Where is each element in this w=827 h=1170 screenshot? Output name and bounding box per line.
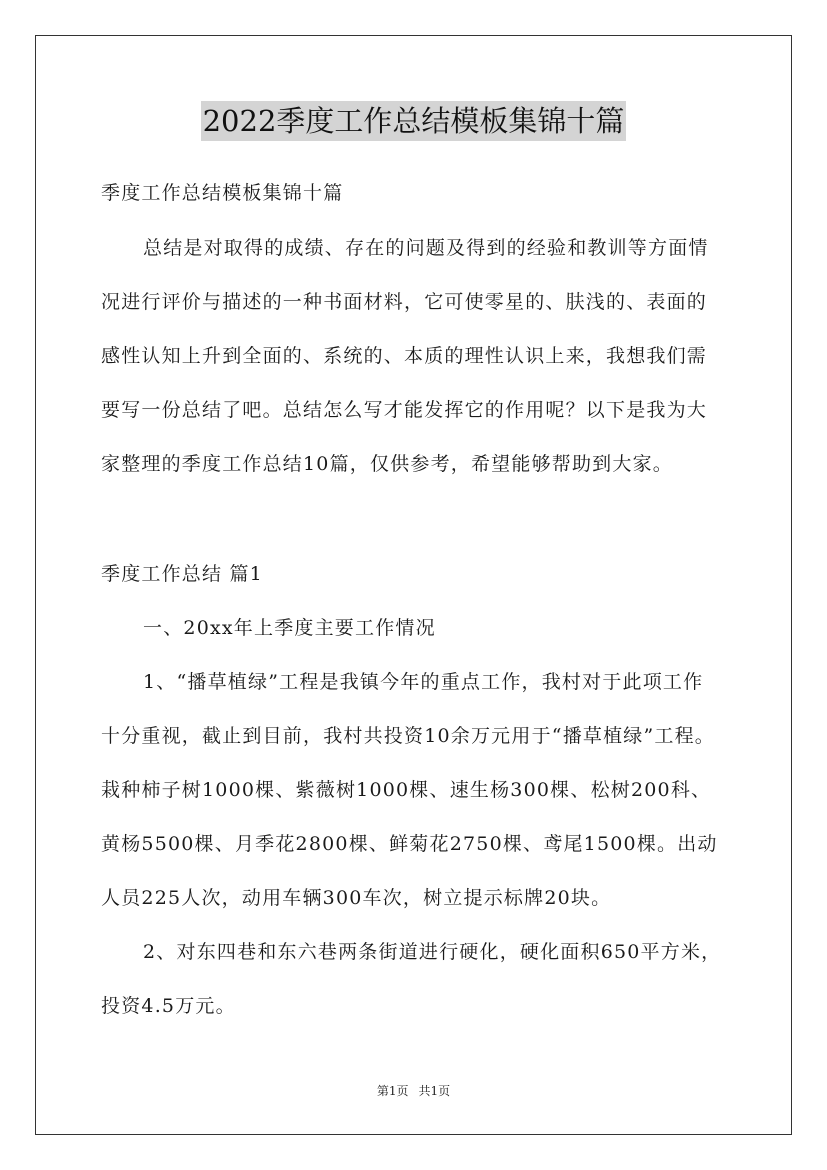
paragraph-line: 家整理的季度工作总结10篇，仅供参考，希望能够帮助到大家。 bbox=[101, 453, 673, 475]
paragraph-line: 要写一份总结了吧。总结怎么写才能发挥它的作用呢？以下是我为大 bbox=[101, 399, 708, 421]
paragraph-line: 栽种柿子树1000棵、紫薇树1000棵、速生杨300棵、松树200科、 bbox=[101, 779, 712, 801]
subsection-heading: 一、20xx年上季度主要工作情况 bbox=[143, 617, 436, 639]
page-footer bbox=[0, 1083, 827, 1099]
page-number: 第1页 bbox=[376, 1084, 409, 1098]
paragraph-line: 1、“播草植绿”工程是我镇今年的重点工作，我村对于此项工作 bbox=[143, 671, 704, 693]
page-total: 共1页 bbox=[418, 1084, 451, 1098]
paragraph-line: 况进行评价与描述的一种书面材料，它可使零星的、肤浅的、表面的 bbox=[101, 291, 708, 313]
title-wrap bbox=[0, 101, 827, 141]
document-title: 2022季度工作总结模板集锦十篇 bbox=[201, 101, 627, 141]
paragraph-line: 总结是对取得的成绩、存在的问题及得到的经验和教训等方面情 bbox=[143, 237, 709, 259]
section-heading: 季度工作总结 篇1 bbox=[101, 563, 263, 585]
paragraph-line: 黄杨5500棵、月季花2800棵、鲜菊花2750棵、鸢尾1500棵。出动 bbox=[101, 833, 718, 855]
paragraph-line: 十分重视，截止到目前，我村共投资10余万元用于“播草植绿”工程。 bbox=[101, 725, 716, 747]
paragraph-line: 2、对东四巷和东六巷两条街道进行硬化，硬化面积650平方米， bbox=[143, 941, 722, 963]
paragraph-line: 投资4.5万元。 bbox=[101, 995, 236, 1017]
section-heading: 季度工作总结模板集锦十篇 bbox=[101, 182, 344, 204]
paragraph-line: 人员225人次，动用车辆300车次，树立提示标牌20块。 bbox=[101, 887, 612, 909]
paragraph-line: 感性认知上升到全面的、系统的、本质的理性认识上来，我想我们需 bbox=[101, 345, 708, 367]
